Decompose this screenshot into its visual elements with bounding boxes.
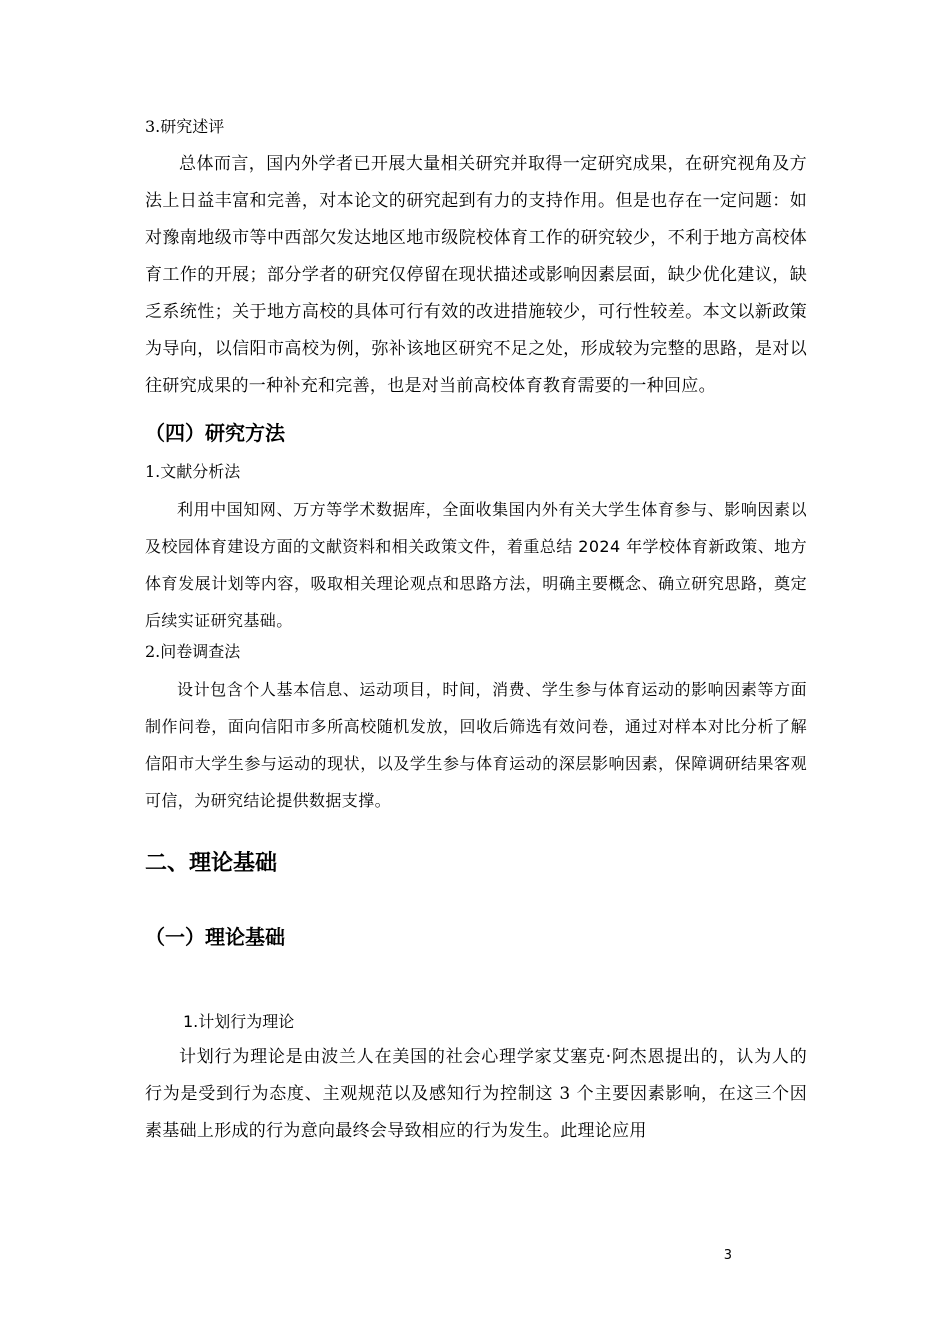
chapter-heading-theory: 二、理论基础 [145,851,278,876]
page-content [145,114,807,1150]
tpb-paragraph: 计划行为理论是由波兰人在美国的社会心理学家艾塞克·阿杰恩提出的，认为人的行为是受到行为态度、主观规范以及感知行为控制这 3 个主要因素影响，在这三个因素基础上形成的行为意向最终会导致相应的行为发生。此理论应用 [145,1047,807,1141]
section-heading-theory: （一）理论基础 [145,925,285,949]
literature-method-paragraph: 利用中国知网、万方等学术数据库，全面收集国内外有关大学生体育参与、影响因素以及校园体育建设方面的文献资料和相关政策文件，着重总结 2024 年学校体育新政策、地方体育发展计划等内容，吸取相关理论观点和思路方法，明确主要概念、确立研究思路，奠定后续实证研究基础。 [145,500,807,630]
research-methods-heading: （四）研究方法 [145,421,285,445]
research-review-paragraph: 总体而言，国内外学者已开展大量相关研究并取得一定研究成果，在研究视角及方法上日益丰富和完善，对本论文的研究起到有力的支持作用。但是也存在一定问题：如对豫南地级市等中西部欠发达地区地市级院校体育工作的研究较少，不利于地方高校体育工作的开展；部分学者的研究仅停留在现状描述或影响因素层面，缺少优化建议，缺乏系统性；关于地方高校的具体可行有效的改进措施较少，可行性较差。本文以新政策为导向，以信阳市高校为例，弥补该地区研究不足之处，形成较为完整的思路，是对以往研究成果的一种补充和完善，也是对当前高校体育教育需要的一种回应。 [145,154,807,396]
research-review-label: 3.研究述评 [145,117,225,136]
tpb-label: 1.计划行为理论 [183,1012,295,1031]
questionnaire-method-paragraph: 设计包含个人基本信息、运动项目，时间，消费、学生参与体育运动的影响因素等方面制作问卷，面向信阳市多所高校随机发放，回收后筛选有效问卷，通过对样本对比分析了解信阳市大学生参与运动的现状，以及学生参与体育运动的深层影响因素，保障调研结果客观可信，为研究结论提供数据支撑。 [145,680,807,810]
literature-method-label: 1.文献分析法 [145,462,241,481]
questionnaire-method-label: 2.问卷调查法 [145,642,241,661]
page-number: 3 [723,1248,732,1263]
